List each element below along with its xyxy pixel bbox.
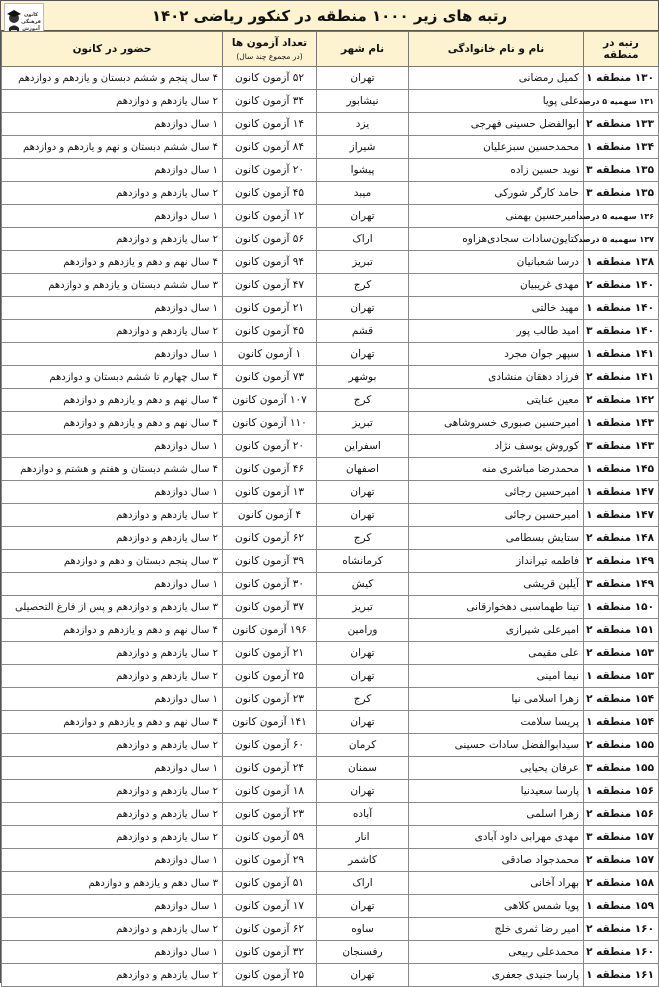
name-cell: پریسا سلامت: [409, 711, 584, 734]
table-row: [2, 849, 659, 872]
table-row: [2, 90, 659, 113]
table-row: [2, 366, 659, 389]
rank-cell: ۱۴۰ منطقه ۲: [584, 274, 659, 297]
attendance-cell: ۱ سال دوازدهم: [2, 688, 223, 711]
name-cell: تینا طهماسبی دهخوارقانی: [409, 596, 584, 619]
name-cell: محمدجواد صادقی: [409, 849, 584, 872]
city-cell: نیشابور: [317, 90, 409, 113]
city-cell: تهران: [317, 642, 409, 665]
attendance-cell: ۴ سال پنجم و ششم دبستان و یازدهم و دوازدهم: [2, 67, 223, 90]
attendance-cell: ۱ سال دوازدهم: [2, 113, 223, 136]
rank-cell: ۱۵۶ منطقه ۱: [584, 780, 659, 803]
exams-cell: ۱۱۰ آزمون کانون: [223, 412, 317, 435]
city-cell: تهران: [317, 481, 409, 504]
city-cell: تهران: [317, 297, 409, 320]
city-cell: کاشمر: [317, 849, 409, 872]
city-cell: اراک: [317, 872, 409, 895]
exams-cell: ۵۱ آزمون کانون: [223, 872, 317, 895]
rank-cell: ۱۴۵ منطقه ۱: [584, 458, 659, 481]
header-city: نام شهر: [317, 32, 409, 67]
city-cell: یزد: [317, 113, 409, 136]
name-cell: علی پویا: [409, 90, 584, 113]
name-cell: محمدحسین سبزعلیان: [409, 136, 584, 159]
name-cell: امیرعلی شیرازی: [409, 619, 584, 642]
city-cell: اراک: [317, 228, 409, 251]
attendance-cell: ۲ سال یازدهم و دوازدهم: [2, 527, 223, 550]
city-cell: تهران: [317, 895, 409, 918]
table-row: [2, 895, 659, 918]
rank-cell: ۱۴۰ منطقه ۱: [584, 297, 659, 320]
header-exams: [223, 32, 317, 67]
city-cell: کرج: [317, 389, 409, 412]
name-cell: امیرحسین رجائی: [409, 481, 584, 504]
attendance-cell: ۲ سال یازدهم و دوازدهم: [2, 320, 223, 343]
ranking-table: [1, 31, 659, 987]
table-row: [2, 711, 659, 734]
name-cell: سیدابوالفضل سادات حسینی: [409, 734, 584, 757]
title-bar: [1, 1, 658, 31]
exams-cell: ۴۶ آزمون کانون: [223, 458, 317, 481]
table-row: [2, 67, 659, 90]
rank-cell: ۱۵۱ منطقه ۲: [584, 619, 659, 642]
name-cell: ابوالفضل حسینی فهرجی: [409, 113, 584, 136]
exams-cell: ۲۰ آزمون کانون: [223, 435, 317, 458]
attendance-cell: ۳ سال یازدهم و دوازدهم و پس از فارغ التحصیلی: [2, 596, 223, 619]
city-cell: رفسنجان: [317, 941, 409, 964]
attendance-cell: ۱ سال دوازدهم: [2, 895, 223, 918]
table-row: [2, 826, 659, 849]
table-row: [2, 941, 659, 964]
city-cell: تهران: [317, 964, 409, 987]
rank-cell: ۱۳۵ منطقه ۳: [584, 159, 659, 182]
rank-cell: ۱۳۵ منطقه ۳: [584, 182, 659, 205]
table-row: [2, 182, 659, 205]
name-cell: درسا شعبانیان: [409, 251, 584, 274]
rank-cell: ۱۶۰ منطقه ۲: [584, 918, 659, 941]
city-cell: کرج: [317, 527, 409, 550]
name-cell: محمدعلی ربیعی: [409, 941, 584, 964]
attendance-cell: ۱ سال دوازدهم: [2, 573, 223, 596]
exams-cell: ۲۳ آزمون کانون: [223, 803, 317, 826]
name-cell: پارسا سعیدنیا: [409, 780, 584, 803]
table-row: [2, 918, 659, 941]
attendance-cell: ۲ سال یازدهم و دوازدهم: [2, 228, 223, 251]
attendance-cell: ۲ سال یازدهم و دوازدهم: [2, 918, 223, 941]
rank-cell: ۱۴۳ منطقه ۳: [584, 435, 659, 458]
attendance-cell: ۱ سال دوازدهم: [2, 297, 223, 320]
rank-cell: ۱۶۰ منطقه ۲: [584, 941, 659, 964]
attendance-cell: ۱ سال دوازدهم: [2, 205, 223, 228]
attendance-cell: ۲ سال یازدهم و دوازدهم: [2, 826, 223, 849]
name-cell: نوید حسین زاده: [409, 159, 584, 182]
attendance-cell: ۴ سال ششم دبستان و هفتم و هشتم و دوازدهم: [2, 458, 223, 481]
table-row: [2, 550, 659, 573]
city-cell: پیشوا: [317, 159, 409, 182]
city-cell: سمنان: [317, 757, 409, 780]
table-row: [2, 481, 659, 504]
rank-cell: ۱۴۹ منطقه ۳: [584, 573, 659, 596]
exams-cell: ۶۲ آزمون کانون: [223, 527, 317, 550]
logo-text: کانون فرهنگی آموزش: [21, 12, 41, 32]
table-row: [2, 136, 659, 159]
attendance-cell: ۳ سال پنجم دبستان و دهم و دوازدهم: [2, 550, 223, 573]
rank-cell: ۱۵۰ منطقه ۱: [584, 596, 659, 619]
city-cell: تهران: [317, 665, 409, 688]
name-cell: امیرحسین رجائی: [409, 504, 584, 527]
exams-cell: ۱۳ آزمون کانون: [223, 481, 317, 504]
exams-cell: ۳۴ آزمون کانون: [223, 90, 317, 113]
table-body: [2, 67, 659, 987]
city-cell: بوشهر: [317, 366, 409, 389]
table-row: [2, 964, 659, 987]
exams-cell: ۹۴ آزمون کانون: [223, 251, 317, 274]
table-row: [2, 619, 659, 642]
rank-cell: ۱۵۳ منطقه ۲: [584, 642, 659, 665]
rank-cell: ۱۴۸ منطقه ۲: [584, 527, 659, 550]
exams-cell: ۴ آزمون کانون: [223, 504, 317, 527]
name-cell: فاطمه تیرانداز: [409, 550, 584, 573]
city-cell: آباده: [317, 803, 409, 826]
rank-cell: ۱۵۵ منطقه ۲: [584, 734, 659, 757]
exams-cell: ۱۹۶ آزمون کانون: [223, 619, 317, 642]
exams-cell: ۲۱ آزمون کانون: [223, 297, 317, 320]
attendance-cell: ۴ سال نهم و دهم و یازدهم و دوازدهم: [2, 389, 223, 412]
name-cell: کوروش یوسف نژاد: [409, 435, 584, 458]
city-cell: میبد: [317, 182, 409, 205]
rank-cell: ۱۴۳ منطقه ۱: [584, 412, 659, 435]
name-cell: فرزاد دهقان منشادی: [409, 366, 584, 389]
city-cell: تهران: [317, 504, 409, 527]
rank-cell: ۱۵۴ منطقه ۲: [584, 688, 659, 711]
table-row: [2, 297, 659, 320]
header-exams-label: تعداد آزمون ها: [231, 37, 308, 49]
rank-cell: ۱۵۷ منطقه ۲: [584, 849, 659, 872]
table-header-row: [2, 32, 659, 67]
name-cell: مهدی مهرابی داود آبادی: [409, 826, 584, 849]
rank-cell: ۱۴۰ منطقه ۳: [584, 320, 659, 343]
table-row: [2, 113, 659, 136]
city-cell: تهران: [317, 205, 409, 228]
name-cell: معین عنایتی: [409, 389, 584, 412]
city-cell: شیراز: [317, 136, 409, 159]
name-cell: مهدی غریبیان: [409, 274, 584, 297]
exams-cell: ۲۵ آزمون کانون: [223, 665, 317, 688]
rank-cell: ۱۵۵ منطقه ۳: [584, 757, 659, 780]
table-row: [2, 412, 659, 435]
exams-cell: ۷۳ آزمون کانون: [223, 366, 317, 389]
name-cell: امیرحسین بهمنی: [409, 205, 584, 228]
city-cell: تهران: [317, 711, 409, 734]
city-cell: تهران: [317, 67, 409, 90]
attendance-cell: ۱ سال دوازدهم: [2, 757, 223, 780]
rank-cell: ۱۴۱ منطقه ۲: [584, 366, 659, 389]
name-cell: امیرحسین صبوری خسروشاهی: [409, 412, 584, 435]
attendance-cell: ۲ سال یازدهم و دوازدهم: [2, 504, 223, 527]
name-cell: ستایش بسطامی: [409, 527, 584, 550]
name-cell: عرفان یحیایی: [409, 757, 584, 780]
exams-cell: ۲۴ آزمون کانون: [223, 757, 317, 780]
name-cell: پارسا جنیدی جعفری: [409, 964, 584, 987]
city-cell: انار: [317, 826, 409, 849]
attendance-cell: ۱ سال دوازدهم: [2, 435, 223, 458]
exams-cell: ۱۰۷ آزمون کانون: [223, 389, 317, 412]
exams-cell: ۳۷ آزمون کانون: [223, 596, 317, 619]
rank-cell: ۱۴۹ منطقه ۲: [584, 550, 659, 573]
attendance-cell: ۱ سال دوازدهم: [2, 941, 223, 964]
rank-cell: ۱۶۱ منطقه ۱: [584, 964, 659, 987]
city-cell: تهران: [317, 780, 409, 803]
name-cell: بهراد آخانی: [409, 872, 584, 895]
exams-cell: ۲۳ آزمون کانون: [223, 688, 317, 711]
rank-cell: ۱۵۸ منطقه ۲: [584, 872, 659, 895]
attendance-cell: ۱ سال دوازدهم: [2, 159, 223, 182]
table-row: [2, 458, 659, 481]
rank-cell: ۱۳۳ منطقه ۲: [584, 113, 659, 136]
exams-cell: ۱۲ آزمون کانون: [223, 205, 317, 228]
table-row: [2, 757, 659, 780]
rank-cell: ۱۴۷ منطقه ۱: [584, 504, 659, 527]
city-cell: ورامین: [317, 619, 409, 642]
attendance-cell: ۴ سال نهم و دهم و یازدهم و دوازدهم: [2, 412, 223, 435]
name-cell: نیما امینی: [409, 665, 584, 688]
exams-cell: ۳۰ آزمون کانون: [223, 573, 317, 596]
exams-cell: ۵۶ آزمون کانون: [223, 228, 317, 251]
attendance-cell: ۲ سال یازدهم و دوازدهم: [2, 182, 223, 205]
name-cell: حامد کارگر شورکی: [409, 182, 584, 205]
attendance-cell: ۱ سال دوازدهم: [2, 849, 223, 872]
header-rank: رتبه در منطقه: [584, 32, 659, 67]
exams-cell: ۲۹ آزمون کانون: [223, 849, 317, 872]
rank-cell: ۱۴۱ منطقه ۱: [584, 343, 659, 366]
exams-cell: ۴۵ آزمون کانون: [223, 182, 317, 205]
city-cell: تبریز: [317, 251, 409, 274]
name-cell: سپهر جوان مجرد: [409, 343, 584, 366]
rank-cell: ۱۳۰ منطقه ۱: [584, 67, 659, 90]
name-cell: علی مقیمی: [409, 642, 584, 665]
table-row: [2, 205, 659, 228]
rank-cell: ۱۳۴ منطقه ۱: [584, 136, 659, 159]
exams-cell: ۱۷ آزمون کانون: [223, 895, 317, 918]
exams-cell: ۲۱ آزمون کانون: [223, 642, 317, 665]
rank-cell: ۱۳۷ سهمیه ۵ درصد: [584, 228, 659, 251]
table-row: [2, 228, 659, 251]
table-row: [2, 159, 659, 182]
attendance-cell: ۲ سال یازدهم و دوازدهم: [2, 665, 223, 688]
name-cell: محمدرضا مباشری منه: [409, 458, 584, 481]
rank-cell: ۱۵۶ منطقه ۲: [584, 803, 659, 826]
city-cell: اسفراین: [317, 435, 409, 458]
attendance-cell: ۲ سال یازدهم و دوازدهم: [2, 803, 223, 826]
table-row: [2, 780, 659, 803]
exams-cell: ۱ آزمون کانون: [223, 343, 317, 366]
exams-cell: ۴۵ آزمون کانون: [223, 320, 317, 343]
rank-cell: ۱۵۹ منطقه ۱: [584, 895, 659, 918]
city-cell: تبریز: [317, 412, 409, 435]
city-cell: کرمان: [317, 734, 409, 757]
attendance-cell: ۴ سال نهم و دهم و یازدهم و دوازدهم: [2, 711, 223, 734]
name-cell: کتایون‌سادات سجادی‌هزاوه‌: [409, 228, 584, 251]
city-cell: ساوه: [317, 918, 409, 941]
attendance-cell: ۱ سال دوازدهم: [2, 343, 223, 366]
exams-cell: ۵۲ آزمون کانون: [223, 67, 317, 90]
table-row: [2, 504, 659, 527]
attendance-cell: ۲ سال یازدهم و دوازدهم: [2, 642, 223, 665]
name-cell: مهید خالتی: [409, 297, 584, 320]
table-row: [2, 665, 659, 688]
city-cell: کرج: [317, 688, 409, 711]
table-row: [2, 389, 659, 412]
table-row: [2, 688, 659, 711]
exams-cell: ۱۴۱ آزمون کانون: [223, 711, 317, 734]
name-cell: کمیل رمضانی: [409, 67, 584, 90]
exams-cell: ۶۲ آزمون کانون: [223, 918, 317, 941]
table-row: [2, 251, 659, 274]
exams-cell: ۳۹ آزمون کانون: [223, 550, 317, 573]
header-name: نام و نام خانوادگی: [409, 32, 584, 67]
exams-cell: ۳۲ آزمون کانون: [223, 941, 317, 964]
attendance-cell: ۲ سال یازدهم و دوازدهم: [2, 964, 223, 987]
rank-cell: ۱۵۳ منطقه ۱: [584, 665, 659, 688]
attendance-cell: ۳ سال ششم دبستان و یازدهم و دوازدهم: [2, 274, 223, 297]
exams-cell: ۱۴ آزمون کانون: [223, 113, 317, 136]
exams-cell: ۸۴ آزمون کانون: [223, 136, 317, 159]
attendance-cell: ۴ سال ششم دبستان و نهم و یازدهم و دوازدهم: [2, 136, 223, 159]
exams-cell: ۴۷ آزمون کانون: [223, 274, 317, 297]
exams-cell: ۱۸ آزمون کانون: [223, 780, 317, 803]
table-row: [2, 734, 659, 757]
exams-cell: ۲۰ آزمون کانون: [223, 159, 317, 182]
city-cell: قشم: [317, 320, 409, 343]
exams-cell: ۶۰ آزمون کانون: [223, 734, 317, 757]
city-cell: تبریز: [317, 596, 409, 619]
table-row: [2, 803, 659, 826]
table-row: [2, 642, 659, 665]
table-row: [2, 320, 659, 343]
attendance-cell: ۴ سال نهم و دهم و یازدهم و دوازدهم: [2, 251, 223, 274]
attendance-cell: ۴ سال نهم و دهم و یازدهم و دوازدهم: [2, 619, 223, 642]
rank-cell: ۱۳۶ سهمیه ۵ درصد: [584, 205, 659, 228]
attendance-cell: ۲ سال یازدهم و دوازدهم: [2, 780, 223, 803]
name-cell: امیر رضا ثمری خلج: [409, 918, 584, 941]
name-cell: زهرا اسلمی: [409, 803, 584, 826]
table-row: [2, 274, 659, 297]
page-title: رتبه های زیر ۱۰۰۰ منطقه در کنکور ریاضی ۱۴۰۲: [151, 6, 508, 25]
attendance-cell: ۳ سال دهم و یازدهم و دوازدهم: [2, 872, 223, 895]
city-cell: کیش: [317, 573, 409, 596]
rank-cell: ۱۵۴ منطقه ۱: [584, 711, 659, 734]
rank-cell: ۱۳۸ منطقه ۱: [584, 251, 659, 274]
table-row: [2, 573, 659, 596]
table-row: [2, 596, 659, 619]
city-cell: تهران: [317, 343, 409, 366]
attendance-cell: ۴ سال چهارم تا ششم دبستان و دوازدهم: [2, 366, 223, 389]
name-cell: زهرا اسلامی نیا: [409, 688, 584, 711]
table-row: [2, 435, 659, 458]
attendance-cell: ۲ سال یازدهم و دوازدهم: [2, 734, 223, 757]
exams-cell: ۲۵ آزمون کانون: [223, 964, 317, 987]
table-row: [2, 872, 659, 895]
name-cell: امید طالب پور: [409, 320, 584, 343]
rank-cell: ۱۴۷ منطقه ۱: [584, 481, 659, 504]
city-cell: کرج: [317, 274, 409, 297]
name-cell: آیلین قریشی: [409, 573, 584, 596]
name-cell: پویا شمس کلاهی: [409, 895, 584, 918]
rank-cell: ۱۵۷ منطقه ۳: [584, 826, 659, 849]
header-exams-sub: (در مجموع چند سال): [236, 52, 303, 61]
attendance-cell: ۲ سال یازدهم و دوازدهم: [2, 90, 223, 113]
rank-cell: ۱۴۲ منطقه ۲: [584, 389, 659, 412]
city-cell: اصفهان: [317, 458, 409, 481]
table-row: [2, 343, 659, 366]
header-attendance: حضور در کانون: [2, 32, 223, 67]
attendance-cell: ۱ سال دوازدهم: [2, 481, 223, 504]
table-row: [2, 527, 659, 550]
city-cell: کرمانشاه: [317, 550, 409, 573]
rank-cell: ۱۳۱ سهمیه ۵ درصد: [584, 90, 659, 113]
exams-cell: ۵۹ آزمون کانون: [223, 826, 317, 849]
